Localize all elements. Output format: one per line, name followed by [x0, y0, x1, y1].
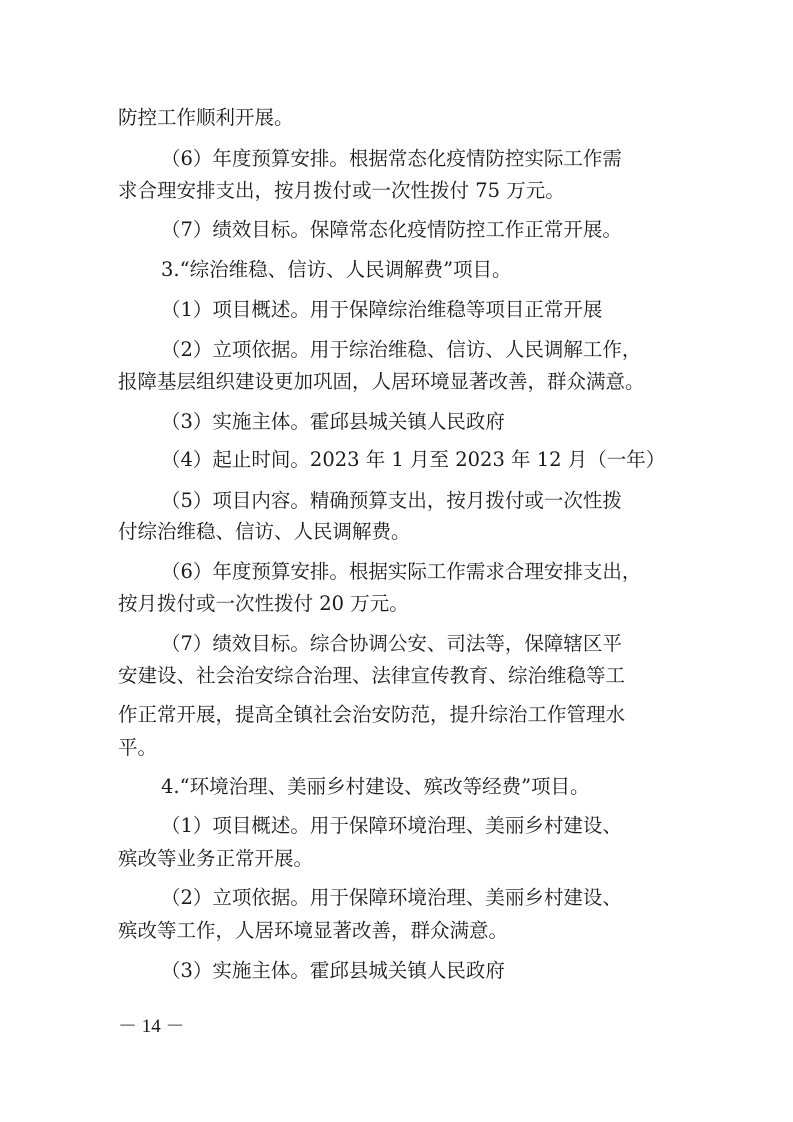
text-line: 报障基层组织建设更加巩固，人居环境显著改善，群众满意。 — [118, 370, 645, 393]
text-line: （7）绩效目标。保障常态化疫情防控工作正常开展。 — [161, 218, 622, 241]
text-line: （5）项目内容。精确预算支出，按月拨付或一次性拨 — [161, 489, 622, 512]
section-heading: 3.“综治维稳、信访、人民调解费”项目。 — [161, 258, 512, 281]
text-line: （6）年度预算安排。根据实际工作需求合理安排支出， — [161, 560, 642, 583]
text-line: （2）立项依据。用于保障环境治理、美丽乡村建设、 — [161, 886, 622, 909]
text-line: （3）实施主体。霍邱县城关镇人民政府 — [161, 410, 505, 433]
text-line: （6）年度预算安排。根据常态化疫情防控实际工作需 — [161, 147, 622, 170]
text-line: （3）实施主体。霍邱县城关镇人民政府 — [161, 959, 505, 982]
text-line: 作正常开展，提高全镇社会治安防范，提升综治工作管理水 — [118, 703, 626, 726]
text-line: （2）立项依据。用于综治维稳、信访、人民调解工作， — [161, 338, 642, 361]
text-line: 安建设、社会治安综合治理、法律宣传教育、综治维稳等工 — [118, 664, 626, 687]
text-line: （1）项目概述。用于保障环境治理、美丽乡村建设、 — [161, 814, 622, 837]
text-line: （4）起止时间。2023 年 1 月至 2023 年 12 月（一年） — [161, 448, 666, 471]
text-line: 按月拨付或一次性拨付 20 万元。 — [118, 592, 409, 615]
page-number: － 14 － — [118, 1016, 185, 1037]
text-line: 防控工作顺利开展。 — [118, 106, 294, 129]
text-line: 求合理安排支出，按月拨付或一次性拨付 75 万元。 — [118, 179, 565, 202]
text-line: 平。 — [118, 736, 158, 759]
text-line: （7）绩效目标。综合协调公安、司法等，保障辖区平 — [161, 632, 622, 655]
text-line: （1）项目概述。用于保障综治维稳等项目正常开展 — [161, 298, 603, 321]
text-line: 殡改等业务正常开展。 — [118, 847, 314, 870]
text-line: 殡改等工作，人居环境显著改善，群众满意。 — [118, 919, 509, 942]
section-heading: 4.“环境治理、美丽乡村建设、殡改等经费”项目。 — [161, 775, 590, 798]
text-line: 付综治维稳、信访、人民调解费。 — [118, 520, 411, 543]
